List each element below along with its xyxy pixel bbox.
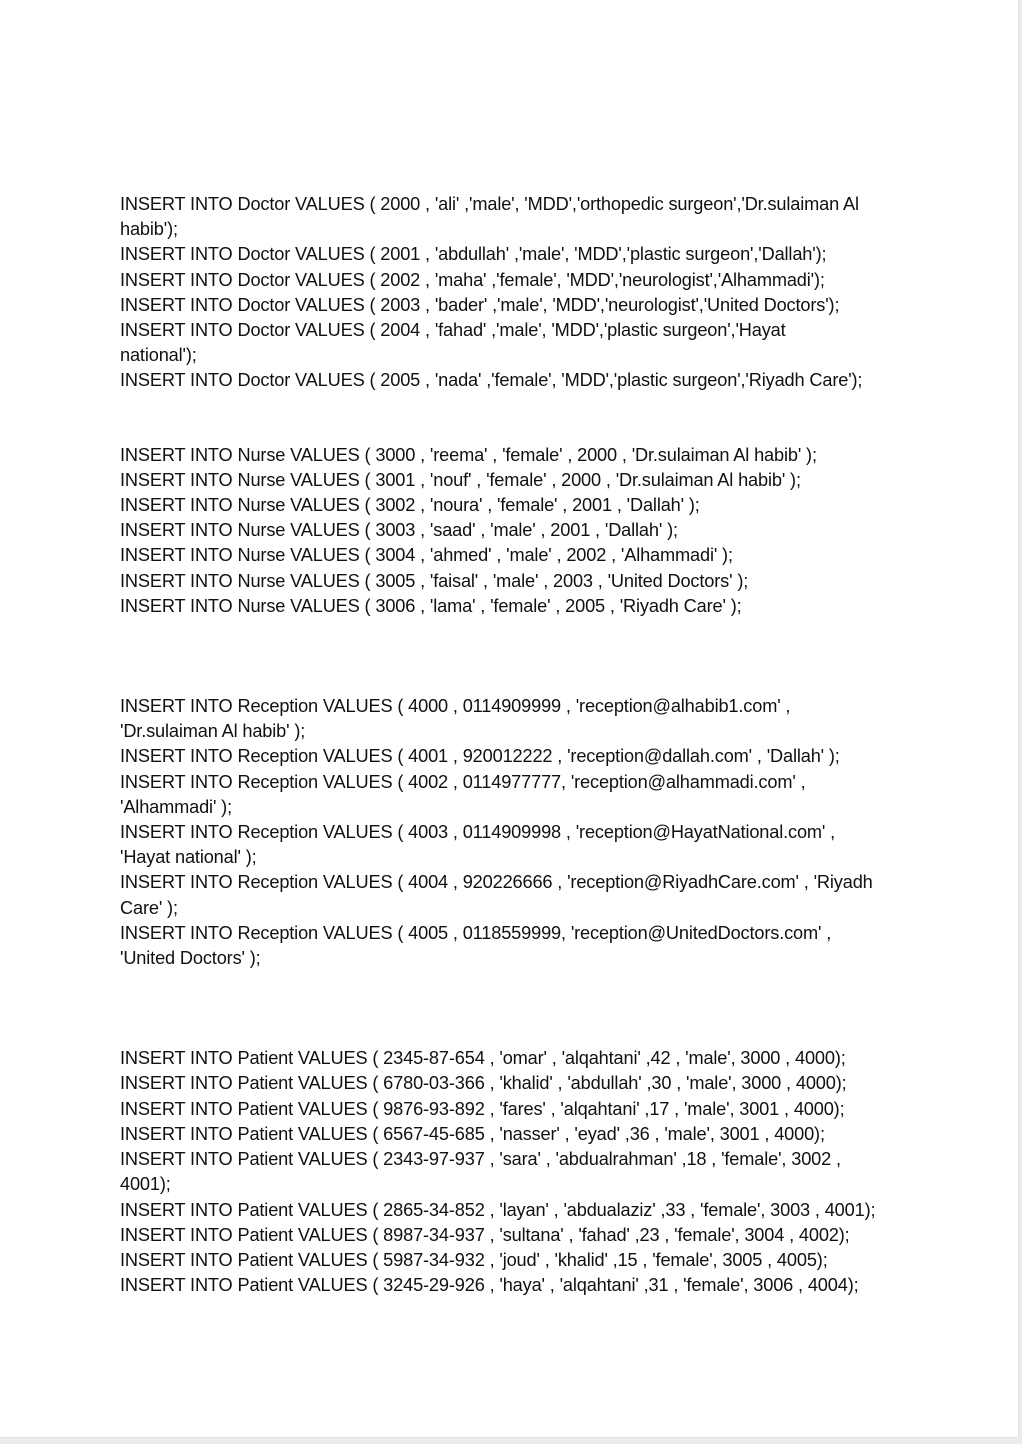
nurse-insert-line: INSERT INTO Nurse VALUES ( 3004 , 'ahmed' , 'male' , 2002 , 'Alhammadi' ); <box>120 545 733 566</box>
reception-insert-line: INSERT INTO Reception VALUES ( 4003 , 0114909998 , 'reception@HayatNational.com' , <box>120 822 836 843</box>
doctor-insert-line: INSERT INTO Doctor VALUES ( 2004 , 'fahad' ,'male', 'MDD','plastic surgeon','Hayat <box>120 320 786 341</box>
patient-insert-line: INSERT INTO Patient VALUES ( 6567-45-685 , 'nasser' , 'eyad' ,36 , 'male', 3001 , 4000); <box>120 1123 825 1144</box>
patient-insert-line: INSERT INTO Patient VALUES ( 5987-34-932 , 'joud' , 'khalid' ,15 , 'female', 3005 , 4005); <box>120 1249 828 1270</box>
reception-insert-line: Care' ); <box>120 897 178 918</box>
nurse-insert-line: INSERT INTO Nurse VALUES ( 3005 , 'faisal' , 'male' , 2003 , 'United Doctors' ); <box>120 570 749 591</box>
nurse-insert-line: INSERT INTO Nurse VALUES ( 3001 , 'nouf' , 'female' , 2000 , 'Dr.sulaiman Al habib' ); <box>120 469 801 490</box>
patient-insert-line: INSERT INTO Patient VALUES ( 2345-87-654 , 'omar' , 'alqahtani' ,42 , 'male', 3000 , 4000); <box>120 1048 846 1069</box>
reception-insert-line: INSERT INTO Reception VALUES ( 4004 , 920226666 , 'reception@RiyadhCare.com' , 'Riyadh <box>120 872 873 893</box>
patient-insert-line: INSERT INTO Patient VALUES ( 6780-03-366 , 'khalid' , 'abdullah' ,30 , 'male', 3000 , 4000); <box>120 1073 847 1094</box>
patient-insert-line: INSERT INTO Patient VALUES ( 8987-34-937 , 'sultana' , 'fahad' ,23 , 'female', 3004 , 4002); <box>120 1224 850 1245</box>
doctor-insert-line: INSERT INTO Doctor VALUES ( 2000 , 'ali' ,'male', 'MDD','orthopedic surgeon','Dr.sulaiman Al <box>120 194 859 214</box>
patient-insert-line: INSERT INTO Patient VALUES ( 2865-34-852 , 'layan' , 'abdualaziz' ,33 , 'female', 3003 , 4001); <box>120 1199 876 1220</box>
document-body <box>120 192 895 1298</box>
reception-insert-line: 'United Doctors' ); <box>120 948 261 969</box>
reception-inserts-section <box>120 694 895 971</box>
patient-insert-line: INSERT INTO Patient VALUES ( 9876-93-892 , 'fares' , 'alqahtani' ,17 , 'male', 3001 , 4000); <box>120 1098 845 1119</box>
doctor-insert-line: INSERT INTO Doctor VALUES ( 2001 , 'abdullah' ,'male', 'MDD','plastic surgeon','Dallah'); <box>120 244 827 265</box>
section-spacer <box>120 394 895 443</box>
reception-insert-line: INSERT INTO Reception VALUES ( 4001 , 920012222 , 'reception@dallah.com' , 'Dallah' ); <box>120 746 840 767</box>
doctor-insert-line: habib'); <box>120 219 178 240</box>
section-spacer <box>120 619 895 694</box>
patient-insert-line: 4001); <box>120 1174 171 1195</box>
reception-insert-line: 'Hayat national' ); <box>120 847 257 868</box>
patient-insert-line: INSERT INTO Patient VALUES ( 3245-29-926 , 'haya' , 'alqahtani' ,31 , 'female', 3006 , 4004); <box>120 1275 859 1296</box>
patient-inserts-section <box>120 1046 895 1298</box>
doctor-insert-line: INSERT INTO Doctor VALUES ( 2002 , 'maha' ,'female', 'MDD','neurologist','Alhammadi'); <box>120 269 825 290</box>
nurse-insert-line: INSERT INTO Nurse VALUES ( 3002 , 'noura' , 'female' , 2001 , 'Dallah' ); <box>120 495 700 516</box>
nurse-insert-line: INSERT INTO Nurse VALUES ( 3003 , 'saad' , 'male' , 2001 , 'Dallah' ); <box>120 520 678 541</box>
nurse-insert-line: INSERT INTO Nurse VALUES ( 3006 , 'lama' , 'female' , 2005 , 'Riyadh Care' ); <box>120 595 742 616</box>
reception-insert-line: 'Dr.sulaiman Al habib' ); <box>120 721 306 742</box>
reception-insert-line: INSERT INTO Reception VALUES ( 4002 , 0114977777, 'reception@alhammadi.com' , <box>120 771 806 792</box>
reception-insert-line: INSERT INTO Reception VALUES ( 4005 , 0118559999, 'reception@UnitedDoctors.com' , <box>120 922 832 943</box>
doctor-inserts-section <box>120 192 895 394</box>
section-spacer <box>120 971 895 1046</box>
reception-insert-line: 'Alhammadi' ); <box>120 796 232 817</box>
patient-insert-line: INSERT INTO Patient VALUES ( 2343-97-937 , 'sara' , 'abdualrahman' ,18 , 'female', 3002 , <box>120 1149 841 1170</box>
doctor-insert-line: national'); <box>120 345 197 366</box>
doctor-insert-line: INSERT INTO Doctor VALUES ( 2005 , 'nada' ,'female', 'MDD','plastic surgeon','Riyadh Care'); <box>120 370 863 391</box>
nurse-insert-line: INSERT INTO Nurse VALUES ( 3000 , 'reema' , 'female' , 2000 , 'Dr.sulaiman Al habib' ); <box>120 444 817 465</box>
doctor-insert-line: INSERT INTO Doctor VALUES ( 2003 , 'bader' ,'male', 'MDD','neurologist','United Doctors'); <box>120 294 840 315</box>
nurse-inserts-section <box>120 443 895 619</box>
reception-insert-line: INSERT INTO Reception VALUES ( 4000 , 0114909999 , 'reception@alhabib1.com' , <box>120 696 791 717</box>
